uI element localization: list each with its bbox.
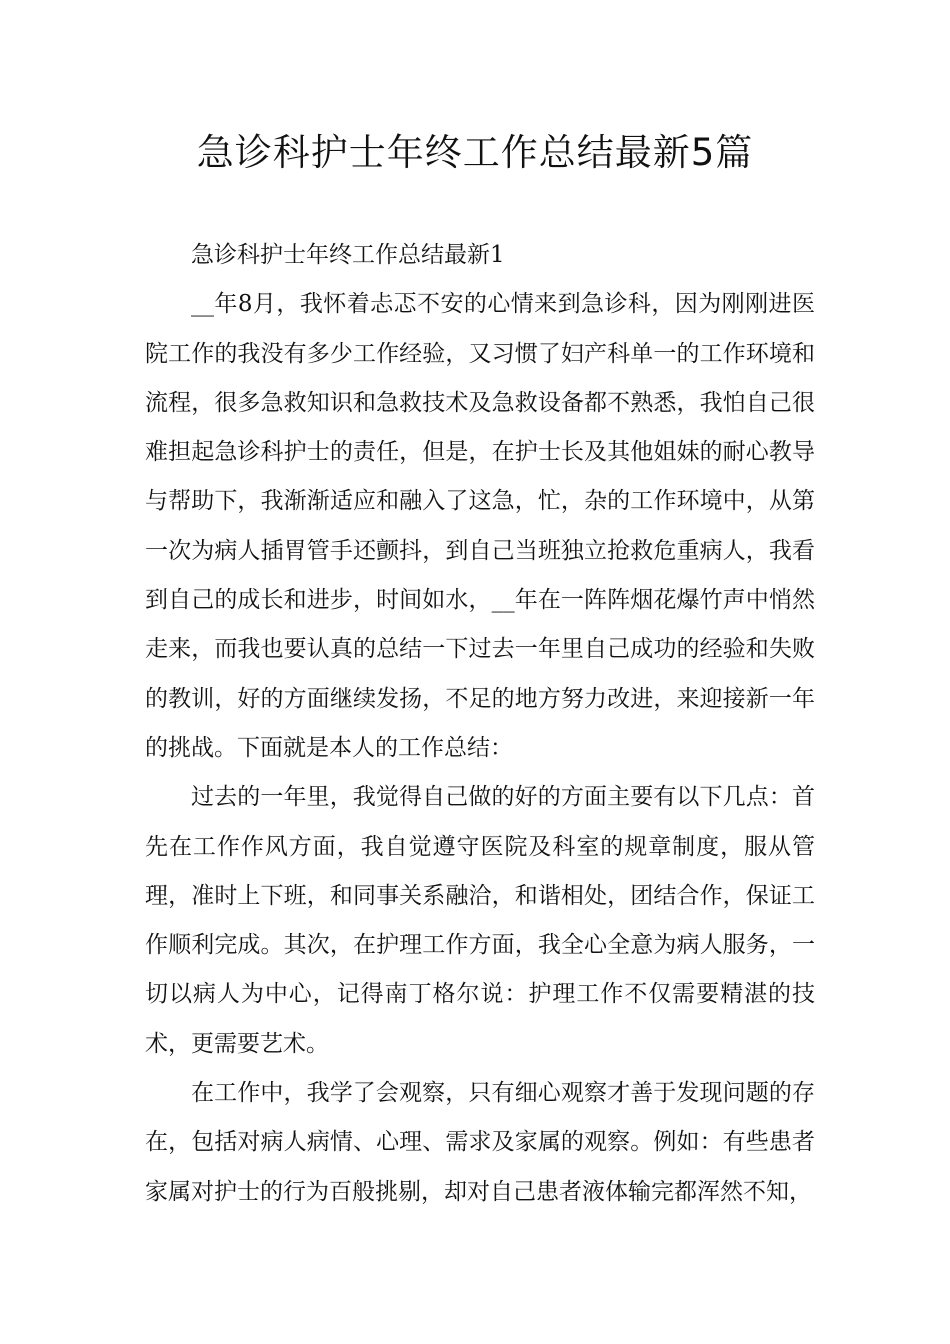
section-heading: 急诊科护士年终工作总结最新1 [191, 242, 505, 268]
document-body [145, 231, 815, 1217]
body-paragraph: __年8月，我怀着忐忑不安的心情来到急诊科，因为刚刚进医院工作的我没有多少工作经验，又习惯了妇产科单一的工作环境和流程，很多急救知识和急救技术及急救设备都不熟悉，我怕自己很难担起急诊科护士的责任，但是，在护士长及其他姐妹的耐心教导与帮助下，我渐渐适应和融入了这急，忙，杂的工作环境中，从第一次为病人插胃管手还颤抖，到自己当班独立抢救危重病人，我看到自己的成长和进步，时间如水，__年在一阵阵烟花爆竹声中悄然走来，而我也要认真的总结一下过去一年里自己成功的经验和失败的教训，好的方面继续发扬，不足的地方努力改进，来迎接新一年的挑战。下面就是本人的工作总结： [145, 291, 815, 761]
document-title: 急诊科护士年终工作总结最新5篇 [196, 131, 754, 174]
body-paragraph: 在工作中，我学了会观察，只有细心观察才善于发现问题的存在，包括对病人病情、心理、需求及家属的观察。例如：有些患者家属对护士的行为百般挑剔，却对自己患者液体输完都浑然不知， [145, 1080, 815, 1205]
body-paragraph: 过去的一年里，我觉得自己做的好的方面主要有以下几点：首先在工作作风方面，我自觉遵守医院及科室的规章制度，服从管理，准时上下班，和同事关系融洽，和谐相处，团结合作，保证工作顺利完成。其次，在护理工作方面，我全心全意为病人服务，一切以病人为中心，记得南丁格尔说：护理工作不仅需要精湛的技术，更需要艺术。 [145, 784, 815, 1057]
